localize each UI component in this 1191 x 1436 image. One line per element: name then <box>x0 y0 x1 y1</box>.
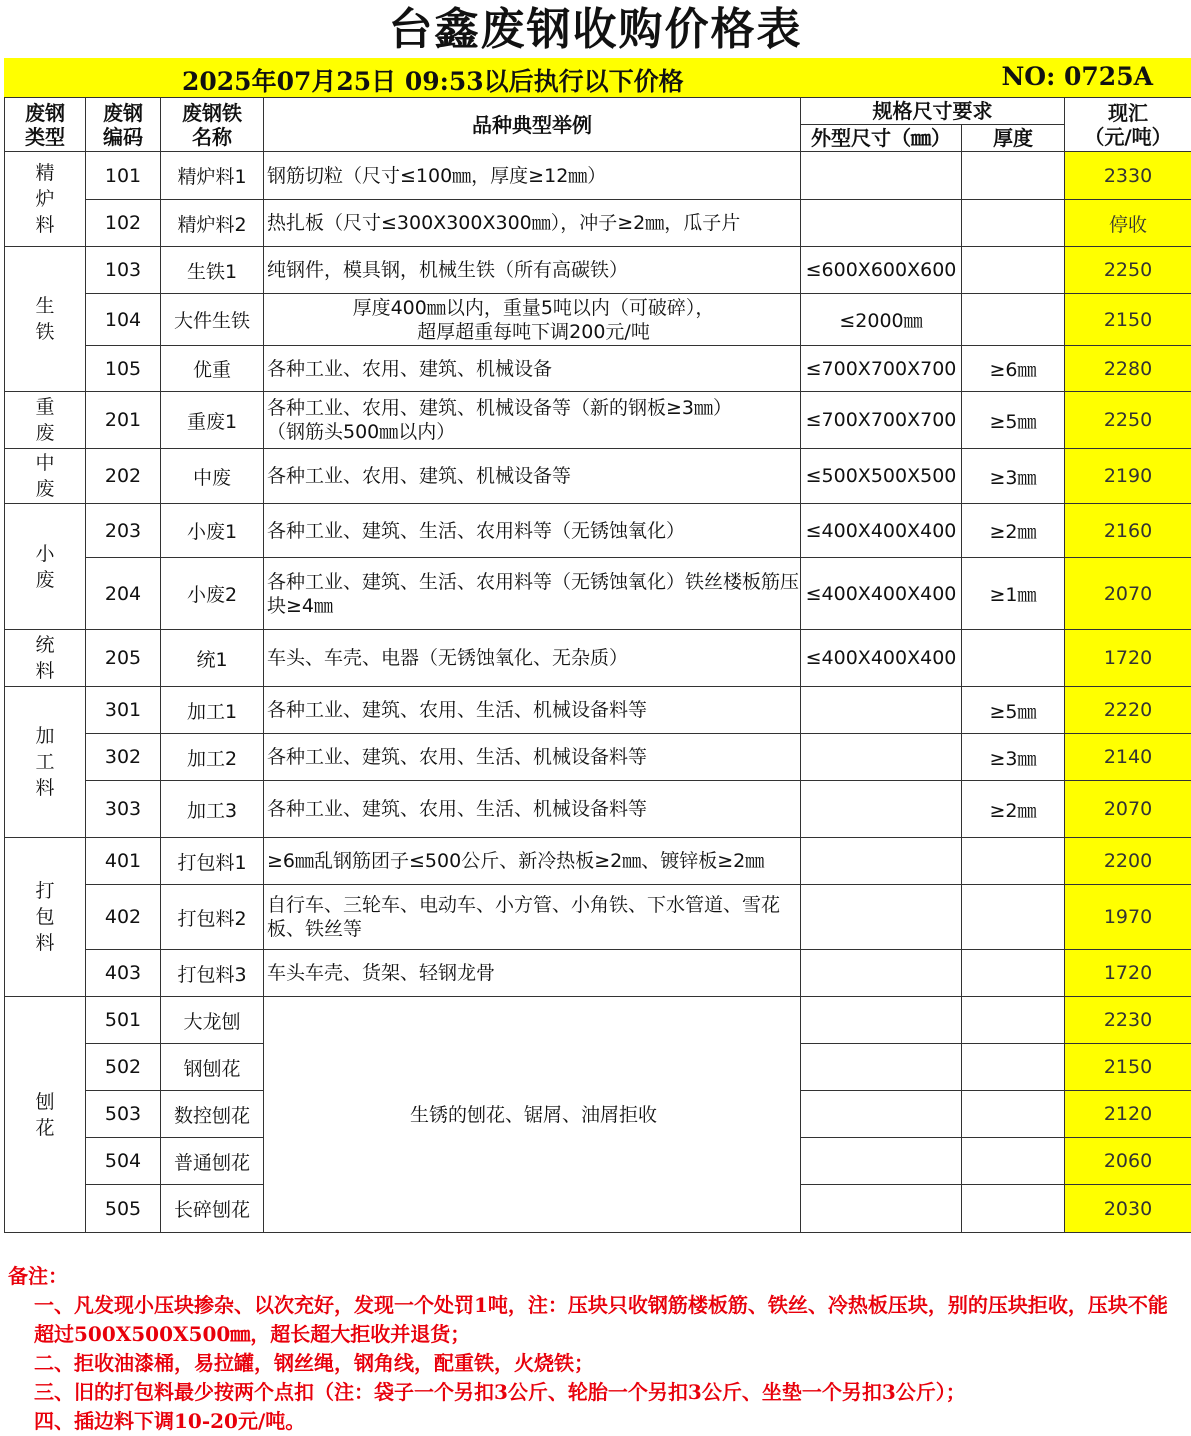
thickness-cell: ≥5㎜ <box>962 687 1065 734</box>
size-cell <box>801 781 962 838</box>
price-cell: 2280 <box>1065 346 1191 392</box>
name-cell: 精炉料1 <box>161 152 264 200</box>
example-cell: ≥6㎜乱钢筋团子≤500公斤、新冷热板≥2㎜、镀锌板≥2㎜ <box>264 838 801 885</box>
code-cell: 105 <box>86 346 161 392</box>
thickness-cell <box>962 950 1065 997</box>
thickness-cell <box>962 1044 1065 1091</box>
price-cell: 2060 <box>1065 1138 1191 1185</box>
category-cell: 小 废 <box>5 504 86 630</box>
table-row <box>5 734 1191 781</box>
header-name: 废钢铁 名称 <box>161 98 264 152</box>
size-cell <box>801 152 962 200</box>
size-cell <box>801 950 962 997</box>
price-cell: 2230 <box>1065 997 1191 1044</box>
code-cell: 302 <box>86 734 161 781</box>
category-cell: 加 工 料 <box>5 687 86 838</box>
category-cell: 统 料 <box>5 630 86 687</box>
thickness-cell <box>962 294 1065 346</box>
size-cell: ≤400X400X400 <box>801 558 962 630</box>
header-code: 废钢 编码 <box>86 98 161 152</box>
table-row <box>5 346 1191 392</box>
code-cell: 401 <box>86 838 161 885</box>
code-cell: 503 <box>86 1091 161 1138</box>
code-cell: 403 <box>86 950 161 997</box>
size-cell: ≤600X600X600 <box>801 247 962 294</box>
table-row <box>5 247 1191 294</box>
price-cell: 2150 <box>1065 294 1191 346</box>
code-cell: 502 <box>86 1044 161 1091</box>
example-cell: 各种工业、农用、建筑、机械设备等 <box>264 449 801 504</box>
name-cell: 精炉料2 <box>161 200 264 247</box>
category-cell: 刨 花 <box>5 997 86 1233</box>
category-cell: 重 废 <box>5 392 86 449</box>
example-cell: 纯钢件，模具钢，机械生铁（所有高碳铁） <box>264 247 801 294</box>
size-cell <box>801 200 962 247</box>
thickness-cell <box>962 997 1065 1044</box>
price-table <box>4 97 1191 1233</box>
size-cell: ≤700X700X700 <box>801 392 962 449</box>
example-cell: 各种工业、农用、建筑、机械设备等（新的钢板≥3㎜） （钢筋头500㎜以内） <box>264 392 801 449</box>
category-cell: 中 废 <box>5 449 86 504</box>
example-cell: 各种工业、建筑、农用、生活、机械设备料等 <box>264 734 801 781</box>
size-cell <box>801 997 962 1044</box>
size-cell: ≤500X500X500 <box>801 449 962 504</box>
name-cell: 中废 <box>161 449 264 504</box>
code-cell: 303 <box>86 781 161 838</box>
category-cell: 打 包 料 <box>5 838 86 997</box>
price-cell: 1720 <box>1065 630 1191 687</box>
thickness-cell: ≥6㎜ <box>962 346 1065 392</box>
table-row <box>5 294 1191 346</box>
code-cell: 203 <box>86 504 161 558</box>
price-cell: 2220 <box>1065 687 1191 734</box>
code-cell: 104 <box>86 294 161 346</box>
code-cell: 504 <box>86 1138 161 1185</box>
table-row <box>5 200 1191 247</box>
thickness-cell <box>962 152 1065 200</box>
table-row <box>5 152 1191 200</box>
code-cell: 505 <box>86 1185 161 1233</box>
price-table-body <box>5 152 1191 1233</box>
thickness-cell: ≥5㎜ <box>962 392 1065 449</box>
note-line: 四、插边料下调10-20元/吨。 <box>8 1407 1183 1436</box>
example-cell: 各种工业、建筑、农用、生活、机械设备料等 <box>264 781 801 838</box>
name-cell: 优重 <box>161 346 264 392</box>
code-cell: 204 <box>86 558 161 630</box>
price-cell: 2140 <box>1065 734 1191 781</box>
size-cell <box>801 1185 962 1233</box>
table-row <box>5 558 1191 630</box>
thickness-cell <box>962 200 1065 247</box>
header-size: 外型尺寸（㎜） <box>801 125 962 152</box>
category-cell: 生 铁 <box>5 247 86 392</box>
size-cell <box>801 1138 962 1185</box>
header-type: 废钢 类型 <box>5 98 86 152</box>
code-cell: 103 <box>86 247 161 294</box>
table-row <box>5 630 1191 687</box>
price-cell: 2330 <box>1065 152 1191 200</box>
note-line: 一、凡发现小压块掺杂、以次充好，发现一个处罚1吨，注：压块只收钢筋楼板筋、铁丝、冷热板压块，别的压块拒收，压块不能超过500X500X500㎜，超长超大拒收并退货； <box>8 1291 1183 1349</box>
size-cell: ≤400X400X400 <box>801 504 962 558</box>
document-number: NO: 0725A <box>1001 62 1153 91</box>
table-row <box>5 950 1191 997</box>
header-spec: 规格尺寸要求 <box>801 98 1065 125</box>
note-line: 二、拒收油漆桶，易拉罐，钢丝绳，钢角线，配重铁，火烧铁； <box>8 1349 1183 1378</box>
table-row <box>5 781 1191 838</box>
price-cell: 2250 <box>1065 392 1191 449</box>
size-cell <box>801 1091 962 1138</box>
size-cell <box>801 838 962 885</box>
code-cell: 202 <box>86 449 161 504</box>
header-price: 现汇 （元/吨） <box>1065 98 1191 152</box>
name-cell: 打包料1 <box>161 838 264 885</box>
thickness-cell <box>962 838 1065 885</box>
thickness-cell: ≥1㎜ <box>962 558 1065 630</box>
size-cell: ≤700X700X700 <box>801 346 962 392</box>
name-cell: 生铁1 <box>161 247 264 294</box>
size-cell <box>801 687 962 734</box>
effective-date: 2025年07月25日 09:53以后执行以下价格 <box>182 62 684 98</box>
name-cell: 加工2 <box>161 734 264 781</box>
thickness-cell: ≥3㎜ <box>962 734 1065 781</box>
code-cell: 101 <box>86 152 161 200</box>
thickness-cell <box>962 1185 1065 1233</box>
name-cell: 重废1 <box>161 392 264 449</box>
code-cell: 402 <box>86 885 161 950</box>
name-cell: 统1 <box>161 630 264 687</box>
table-row <box>5 885 1191 950</box>
thickness-cell: ≥3㎜ <box>962 449 1065 504</box>
date-banner <box>4 58 1191 97</box>
example-cell: 车头车壳、货架、轻钢龙骨 <box>264 950 801 997</box>
name-cell: 数控刨花 <box>161 1091 264 1138</box>
table-row <box>5 687 1191 734</box>
example-cell: 各种工业、农用、建筑、机械设备 <box>264 346 801 392</box>
name-cell: 加工1 <box>161 687 264 734</box>
thickness-cell <box>962 630 1065 687</box>
name-cell: 加工3 <box>161 781 264 838</box>
example-cell: 钢筋切粒（尺寸≤100㎜，厚度≥12㎜） <box>264 152 801 200</box>
price-cell: 1970 <box>1065 885 1191 950</box>
code-cell: 102 <box>86 200 161 247</box>
code-cell: 205 <box>86 630 161 687</box>
code-cell: 201 <box>86 392 161 449</box>
name-cell: 小废2 <box>161 558 264 630</box>
name-cell: 大件生铁 <box>161 294 264 346</box>
name-cell: 大龙刨 <box>161 997 264 1044</box>
thickness-cell: ≥2㎜ <box>962 781 1065 838</box>
size-cell <box>801 885 962 950</box>
size-cell <box>801 1044 962 1091</box>
example-cell: 各种工业、建筑、生活、农用料等（无锈蚀氧化） <box>264 504 801 558</box>
note-line: 三、旧的打包料最少按两个点扣（注：袋子一个另扣3公斤、轮胎一个另扣3公斤、坐垫一个另扣3公斤）； <box>8 1378 1183 1407</box>
example-cell: 各种工业、建筑、农用、生活、机械设备料等 <box>264 687 801 734</box>
example-cell: 各种工业、建筑、生活、农用料等（无锈蚀氧化）铁丝楼板筋压块≥4㎜ <box>264 558 801 630</box>
table-row <box>5 392 1191 449</box>
thickness-cell <box>962 1138 1065 1185</box>
example-cell: 厚度400㎜以内，重量5吨以内（可破碎）， 超厚超重每吨下调200元/吨 <box>264 294 801 346</box>
size-cell: ≤2000㎜ <box>801 294 962 346</box>
size-cell: ≤400X400X400 <box>801 630 962 687</box>
thickness-cell <box>962 885 1065 950</box>
price-cell: 2030 <box>1065 1185 1191 1233</box>
name-cell: 打包料2 <box>161 885 264 950</box>
header-example: 品种典型举例 <box>264 98 801 152</box>
page-title: 台鑫废钢收购价格表 <box>0 0 1191 58</box>
table-row <box>5 449 1191 504</box>
code-cell: 501 <box>86 997 161 1044</box>
price-cell: 2250 <box>1065 247 1191 294</box>
table-row <box>5 504 1191 558</box>
example-cell: 自行车、三轮车、电动车、小方管、小角铁、下水管道、雪花板、铁丝等 <box>264 885 801 950</box>
notes-heading: 备注： <box>8 1262 1183 1291</box>
price-cell: 2200 <box>1065 838 1191 885</box>
table-row <box>5 838 1191 885</box>
price-cell: 2120 <box>1065 1091 1191 1138</box>
price-cell: 2070 <box>1065 558 1191 630</box>
price-cell: 2150 <box>1065 1044 1191 1091</box>
code-cell: 301 <box>86 687 161 734</box>
thickness-cell <box>962 1091 1065 1138</box>
thickness-cell <box>962 247 1065 294</box>
notes-section <box>8 1262 1183 1436</box>
price-cell: 2190 <box>1065 449 1191 504</box>
thickness-cell: ≥2㎜ <box>962 504 1065 558</box>
name-cell: 打包料3 <box>161 950 264 997</box>
size-cell <box>801 734 962 781</box>
header-thick: 厚度 <box>962 125 1065 152</box>
name-cell: 长碎刨花 <box>161 1185 264 1233</box>
name-cell: 钢刨花 <box>161 1044 264 1091</box>
example-cell: 热扎板（尺寸≤300X300X300㎜），冲子≥2㎜，瓜子片 <box>264 200 801 247</box>
example-cell: 生锈的刨花、锯屑、油屑拒收 <box>264 997 801 1233</box>
example-cell: 车头、车壳、电器（无锈蚀氧化、无杂质） <box>264 630 801 687</box>
price-cell: 1720 <box>1065 950 1191 997</box>
price-cell: 2070 <box>1065 781 1191 838</box>
table-row <box>5 997 1191 1044</box>
name-cell: 小废1 <box>161 504 264 558</box>
price-cell: 2160 <box>1065 504 1191 558</box>
name-cell: 普通刨花 <box>161 1138 264 1185</box>
price-cell: 停收 <box>1065 200 1191 247</box>
category-cell: 精 炉 料 <box>5 152 86 247</box>
